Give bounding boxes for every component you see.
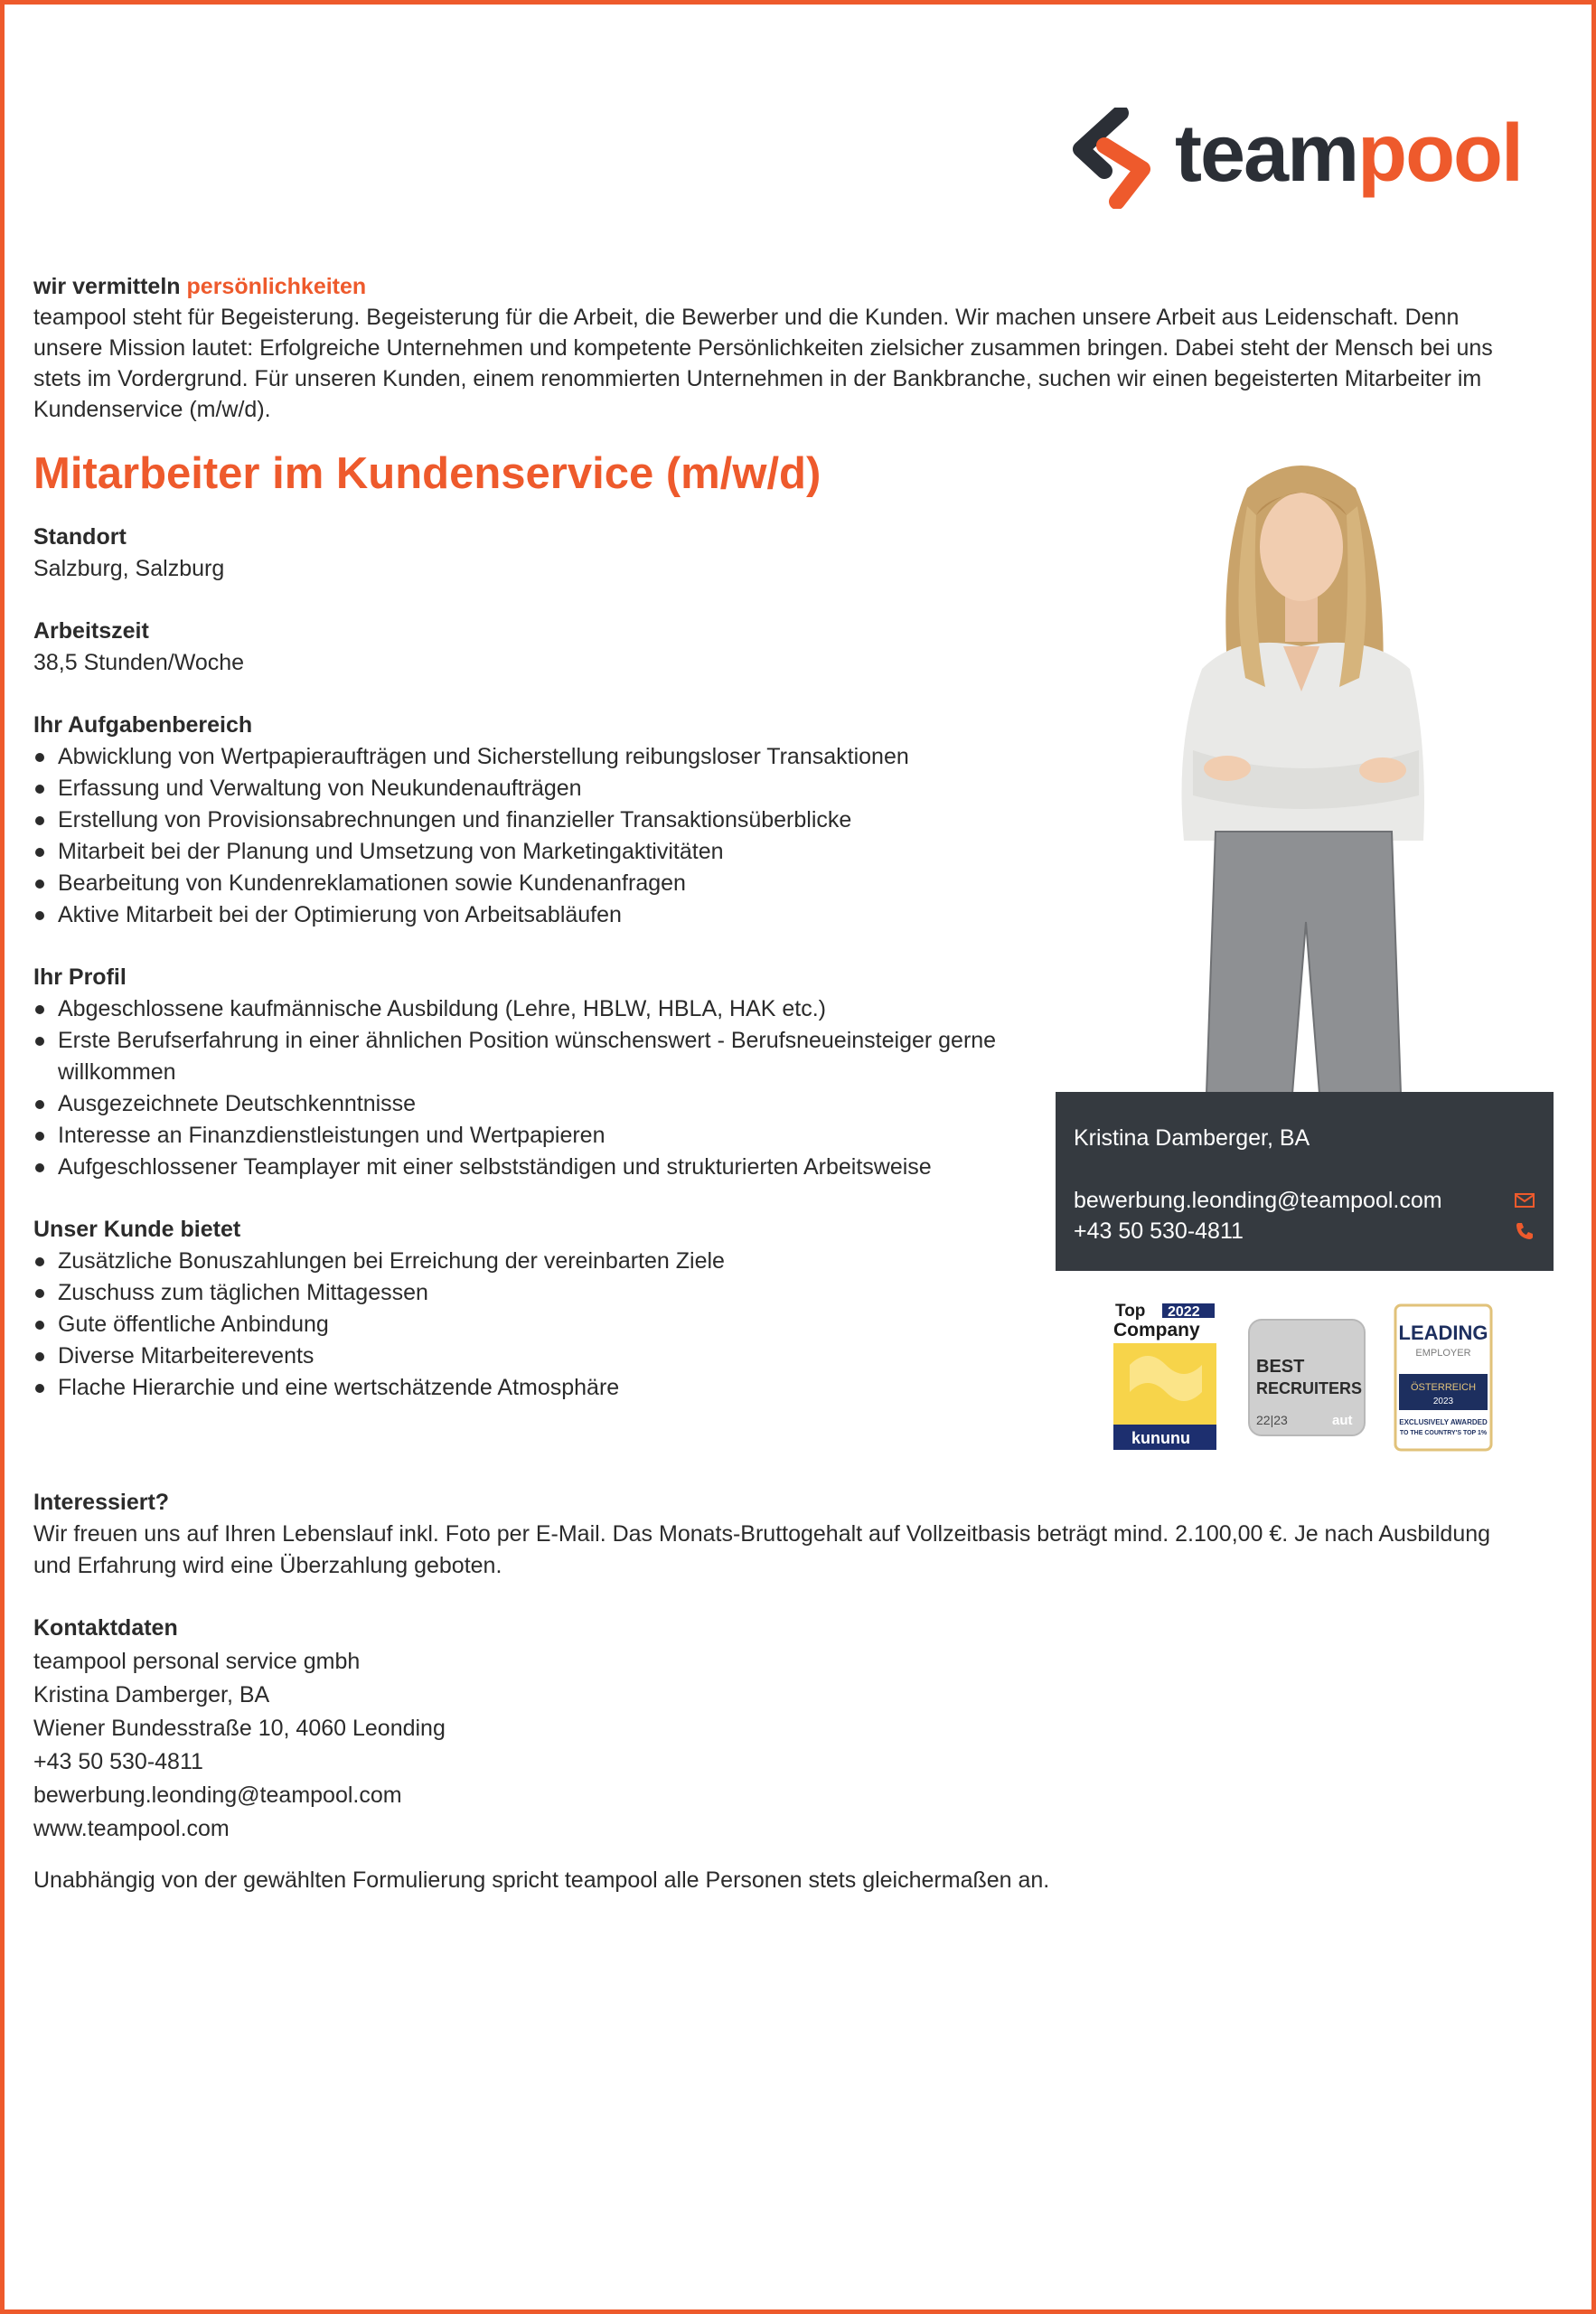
kununu-top-text: Top [1115,1302,1146,1321]
contact-phone-line[interactable]: +43 50 530-4811 [33,1749,203,1774]
logo-wordmark: teampool [1175,108,1523,199]
list-item: Aufgeschlossener Teamplayer mit einer selbstständigen und strukturierten Arbeitsweise [33,1152,1028,1183]
recruiters-line1: BEST [1256,1357,1305,1377]
footer-note: Unabhängig von der gewählten Formulierung spricht teampool alle Personen stets gleichermaßen an. [33,1867,1050,1893]
offer-list [33,1246,1028,1404]
tasks-list [33,741,1028,931]
mail-icon[interactable] [1514,1190,1535,1211]
leading-note2: TO THE COUNTRY'S TOP 1% [1399,1430,1488,1436]
list-item: Abwicklung von Wertpapieraufträgen und Sicherstellung reibungsloser Transaktionen [33,741,1028,773]
list-item: Mitarbeit bei der Planung und Umsetzung von Marketingaktivitäten [33,836,1028,868]
leading-note1: EXCLUSIVELY AWARDED [1399,1418,1488,1426]
recruiters-line2: RECRUITERS [1256,1379,1363,1397]
intro-text: teampool steht für Begeisterung. Begeisterung für die Arbeit, die Bewerber und die Kunden. Wir machen unsere Arbeit aus Leidenschaft. Denn unsere Mission lautet: Erfolgreiche Unternehmen und kompetente Persönlichkeiten zielsicher zusammen bringen. Dabei steht der Mensch bei uns stets im Vordergrund. Für unseren Kunden, einem renommierten Unternehmen in der Bankbranche, suchen wir einen begeisterten Mitarbeiter im Kundenservice (m/w/d). [33,305,1493,422]
list-item: Erstellung von Provisionsabrechnungen und finanzieller Transaktionsüberblicke [33,804,1028,836]
location-section [33,522,1028,585]
best-recruiters-badge [1247,1318,1366,1437]
contact-address: Wiener Bundesstraße 10, 4060 Leonding [33,1716,446,1741]
interest-text: Wir freuen uns auf Ihren Lebenslauf inkl. Foto per E-Mail. Das Monats-Bruttogehalt auf Vollzeitbasis beträgt mind. 2.100,00 €. Je nach Ausbildung und Erfahrung wird eine Überzahlung geboten. [33,1521,1491,1578]
contact-email[interactable]: bewerbung.leonding@teampool.com [1074,1188,1442,1213]
list-item: Bearbeitung von Kundenreklamationen sowie Kundenanfragen [33,868,1028,899]
kununu-company-text: Company [1113,1320,1200,1340]
list-item: Zuschuss zum täglichen Mittagessen [33,1277,1028,1309]
worktime-heading: Arbeitszeit [33,618,149,644]
contact-person: Kristina Damberger, BA [33,1682,270,1707]
contact-name: Kristina Damberger, BA [1074,1125,1310,1151]
contact-email-line[interactable]: bewerbung.leonding@teampool.com [33,1783,402,1808]
list-item: Flache Hierarchie und eine wertschätzende Atmosphäre [33,1372,1028,1404]
job-details [33,522,1028,1434]
list-item: Ausgezeichnete Deutschkenntnisse [33,1088,1028,1120]
worktime-section [33,616,1028,679]
contact-section [33,1612,847,1846]
list-item: Diverse Mitarbeiterevents [33,1340,1028,1372]
worktime-value: 38,5 Stunden/Woche [33,650,245,675]
tasks-heading: Ihr Aufgabenbereich [33,712,253,738]
kununu-brand-text: kununu [1131,1429,1190,1447]
contact-card [1056,1092,1554,1271]
leading-employer-badge [1394,1303,1493,1452]
list-item: Gute öffentliche Anbindung [33,1309,1028,1340]
contact-website-link[interactable]: www.teampool.com [33,1816,230,1841]
list-item: Aktive Mitarbeit bei der Optimierung von Arbeitsabläufen [33,899,1028,931]
interest-section [33,1487,1516,1582]
profile-section [33,962,1028,1183]
intro-section [33,271,1534,425]
location-heading: Standort [33,524,127,550]
logo-chevron-icon [1065,108,1164,209]
contact-phone[interactable]: +43 50 530-4811 [1074,1218,1244,1244]
job-title: Mitarbeiter im Kundenservice (m/w/d) [33,449,821,498]
location-value: Salzburg, Salzburg [33,556,225,581]
phone-icon[interactable] [1514,1220,1535,1242]
interest-heading: Interessiert? [33,1490,170,1515]
teampool-logo [1065,104,1523,212]
list-item: Erste Berufserfahrung in einer ähnlichen Position wünschenswert - Berufsneueinsteiger gerne willkommen [33,1025,1007,1088]
recruiters-country: aut [1332,1413,1353,1428]
list-item: Interesse an Finanzdienstleistungen und Wertpapieren [33,1120,1028,1152]
leading-country: ÖSTERREICH [1410,1382,1477,1393]
profile-list [33,993,1028,1183]
leading-line1: LEADING [1398,1322,1488,1344]
profile-heading: Ihr Profil [33,964,127,990]
list-item: Zusätzliche Bonuszahlungen bei Erreichung der vereinbarten Ziele [33,1246,1028,1277]
contact-heading: Kontaktdaten [33,1615,178,1641]
tasks-section [33,710,1028,931]
leading-year: 2023 [1432,1397,1454,1406]
list-item: Erfassung und Verwaltung von Neukundenaufträgen [33,773,1028,804]
kununu-year-text: 2022 [1168,1304,1200,1320]
kununu-top-company-badge [1112,1302,1218,1451]
intro-heading: wir vermitteln persönlichkeiten [33,274,367,299]
list-item: Abgeschlossene kaufmännische Ausbildung (Lehre, HBLW, HBLA, HAK etc.) [33,993,1028,1025]
recruiters-year: 22|23 [1256,1413,1288,1427]
offer-section [33,1214,1028,1404]
leading-line2: EMPLOYER [1415,1348,1471,1359]
contact-company: teampool personal service gmbh [33,1649,361,1674]
contact-person-photo [1130,452,1473,1094]
offer-heading: Unser Kunde bietet [33,1217,241,1242]
